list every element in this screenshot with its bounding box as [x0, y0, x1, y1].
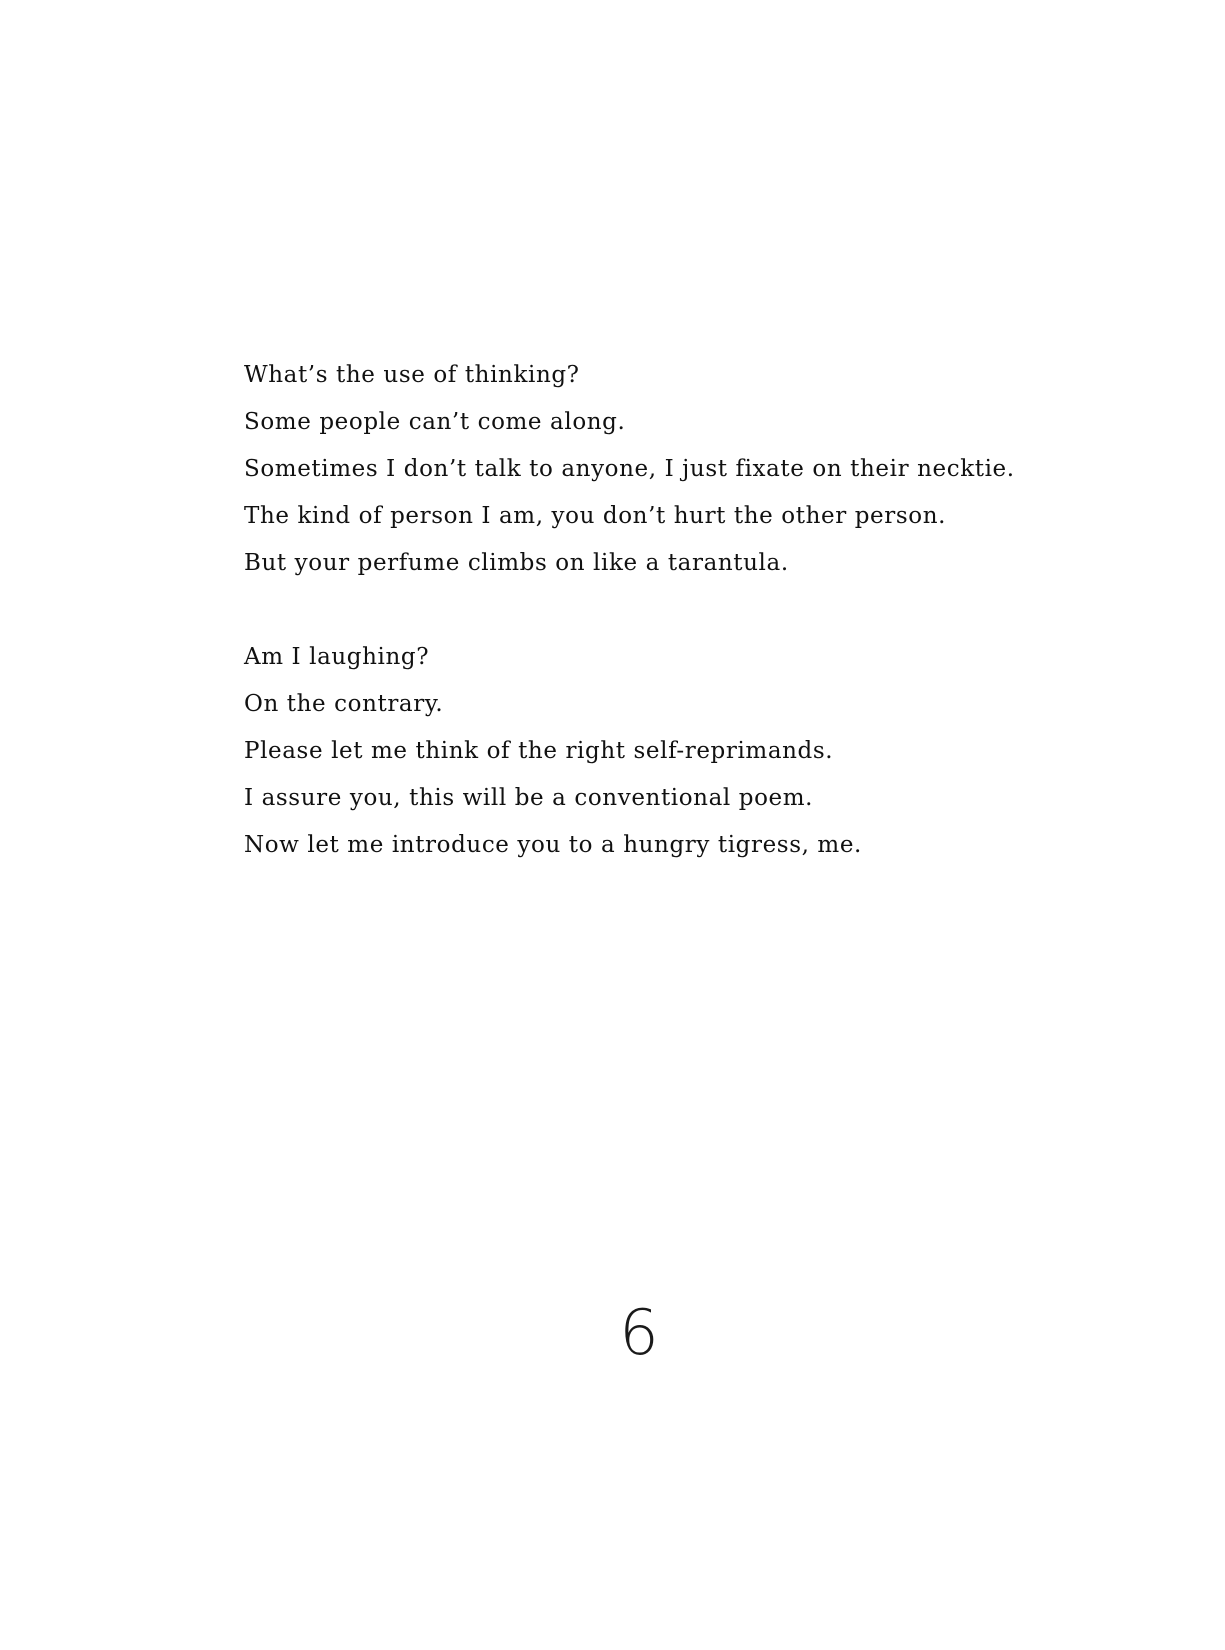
poem-line: Am I laughing? [244, 644, 430, 670]
stanza-1 [244, 352, 1144, 587]
stanza-2 [244, 634, 1144, 869]
poem-line: But your perfume climbs on like a tarantula. [244, 550, 789, 576]
poem-line: What’s the use of thinking? [244, 362, 580, 388]
poem-line: The kind of person I am, you don’t hurt the other person. [244, 503, 947, 529]
poem-line: Now let me introduce you to a hungry tigress, me. [244, 832, 862, 858]
page-number: 6 [619, 1296, 659, 1369]
poem-line: Sometimes I don’t talk to anyone, I just fixate on their necktie. [244, 456, 1015, 482]
poem-line: Some people can’t come along. [244, 409, 626, 435]
poem-line: Please let me think of the right self-reprimands. [244, 738, 834, 764]
poem-body [244, 352, 1144, 869]
poem-line: I assure you, this will be a conventional poem. [244, 785, 814, 811]
poem-line: On the contrary. [244, 691, 444, 717]
